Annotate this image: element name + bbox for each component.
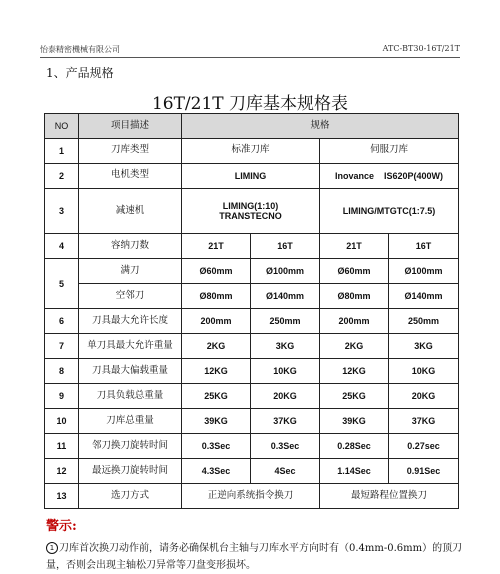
cell [320, 163, 459, 188]
table-row [45, 409, 459, 434]
row-item: 电机类型 [79, 163, 182, 188]
table-row [45, 138, 459, 163]
cell: Ø100mm [251, 259, 320, 284]
spec-table [44, 113, 459, 509]
cell: LIMING [182, 163, 320, 188]
cell: 16T [251, 234, 320, 259]
cell: 3KG [251, 334, 320, 359]
row-no: 3 [45, 188, 79, 233]
cell: 0.28Sec [320, 434, 389, 459]
cell: 10KG [389, 359, 459, 384]
cell: 39KG [320, 409, 389, 434]
cell: 4.3Sec [182, 459, 251, 484]
cell: 2KG [320, 334, 389, 359]
cell: 250mm [251, 309, 320, 334]
header-item: 项目描述 [79, 114, 182, 139]
warning-text: 刀库首次换刀动作前，请务必确保机台主轴与刀库水平方向时有（0.4mm-0.6mm）的顶刀量，否则会出现主轴松刀异常等刀盘变形损坏。 [46, 543, 463, 571]
cell: 200mm [182, 309, 251, 334]
cell: 4Sec [251, 459, 320, 484]
header-rule [40, 57, 460, 58]
cell: 20KG [389, 384, 459, 409]
row-item: 刀库总重量 [79, 409, 182, 434]
row-no: 11 [45, 434, 79, 459]
row-no: 9 [45, 384, 79, 409]
row-no: 5 [45, 259, 79, 309]
cell: 39KG [182, 409, 251, 434]
table-row [45, 384, 459, 409]
cell: 0.3Sec [182, 434, 251, 459]
cell: 正逆向系统指令换刀 [182, 484, 320, 509]
cell: 16T [389, 234, 459, 259]
table-row [45, 434, 459, 459]
cell: 37KG [251, 409, 320, 434]
row-item: 满刀 [79, 259, 182, 284]
cell: Ø60mm [320, 259, 389, 284]
cell: 10KG [251, 359, 320, 384]
document-code: ATC-BT30-16T/21T [382, 44, 460, 53]
row-item: 刀库类型 [79, 138, 182, 163]
reducer-line-2: TRANSTECNO [219, 211, 282, 222]
row-no: 2 [45, 163, 79, 188]
cell: 0.27sec [389, 434, 459, 459]
cell: 12KG [320, 359, 389, 384]
cell: Ø60mm [182, 259, 251, 284]
row-item: 单刀具最大允许重量 [79, 334, 182, 359]
row-item: 容纳刀数 [79, 234, 182, 259]
row-no: 10 [45, 409, 79, 434]
motor-model: IS620P(400W) [384, 170, 444, 181]
row-item: 邻刀换刀旋转时间 [79, 434, 182, 459]
row-item: 刀具最大偏载重量 [79, 359, 182, 384]
table-header-row [45, 114, 459, 139]
cell: 1.14Sec [320, 459, 389, 484]
row-no: 12 [45, 459, 79, 484]
row-item: 刀具负载总重量 [79, 384, 182, 409]
cell: 3KG [389, 334, 459, 359]
page-header [40, 44, 460, 55]
cell: 0.91Sec [389, 459, 459, 484]
table-row [45, 484, 459, 509]
table-row [45, 309, 459, 334]
cell: 20KG [251, 384, 320, 409]
cell: Ø80mm [182, 284, 251, 309]
table-row [45, 334, 459, 359]
table-row [45, 259, 459, 284]
cell: Ø80mm [320, 284, 389, 309]
row-item: 最远换刀旋转时间 [79, 459, 182, 484]
reducer-line-1: LIMING(1:10) [222, 200, 279, 211]
cell: 伺服刀库 [320, 138, 459, 163]
header-spec: 规格 [182, 114, 459, 139]
table-row [45, 234, 459, 259]
cell: 0.3Sec [251, 434, 320, 459]
row-no: 13 [45, 484, 79, 509]
circled-number-marker: 1 [46, 542, 58, 554]
cell: 21T [182, 234, 251, 259]
cell: LIMING/MTGTC(1:7.5) [320, 188, 459, 233]
cell: 37KG [389, 409, 459, 434]
document-title: 16T/21T 刀库基本规格表 [151, 94, 349, 114]
cell: 标准刀库 [182, 138, 320, 163]
row-no: 8 [45, 359, 79, 384]
cell: 2KG [182, 334, 251, 359]
table-row [45, 459, 459, 484]
warning-title: 警示: [46, 519, 77, 534]
cell: Ø140mm [251, 284, 320, 309]
table-row [45, 359, 459, 384]
row-no: 1 [45, 138, 79, 163]
company-name: 怡泰精密機械有限公司 [40, 45, 120, 54]
table-row [45, 284, 459, 309]
table-row [45, 163, 459, 188]
section-heading: 1、产品规格 [46, 66, 114, 80]
row-item: 选刀方式 [79, 484, 182, 509]
row-item: 空邻刀 [79, 284, 182, 309]
header-no: NO [45, 114, 79, 139]
row-no: 4 [45, 234, 79, 259]
cell: 25KG [182, 384, 251, 409]
cell: 250mm [389, 309, 459, 334]
warning-note [46, 540, 466, 574]
cell: Ø140mm [389, 284, 459, 309]
row-item: 减速机 [79, 188, 182, 233]
cell: 21T [320, 234, 389, 259]
row-item: 刀具最大允许长度 [79, 309, 182, 334]
row-no: 7 [45, 334, 79, 359]
cell [182, 188, 320, 233]
cell: 12KG [182, 359, 251, 384]
motor-brand: Inovance [334, 170, 374, 181]
cell: 最短路程位置换刀 [320, 484, 459, 509]
cell: Ø100mm [389, 259, 459, 284]
table-row [45, 188, 459, 233]
row-no: 6 [45, 309, 79, 334]
cell: 25KG [320, 384, 389, 409]
cell: 200mm [320, 309, 389, 334]
